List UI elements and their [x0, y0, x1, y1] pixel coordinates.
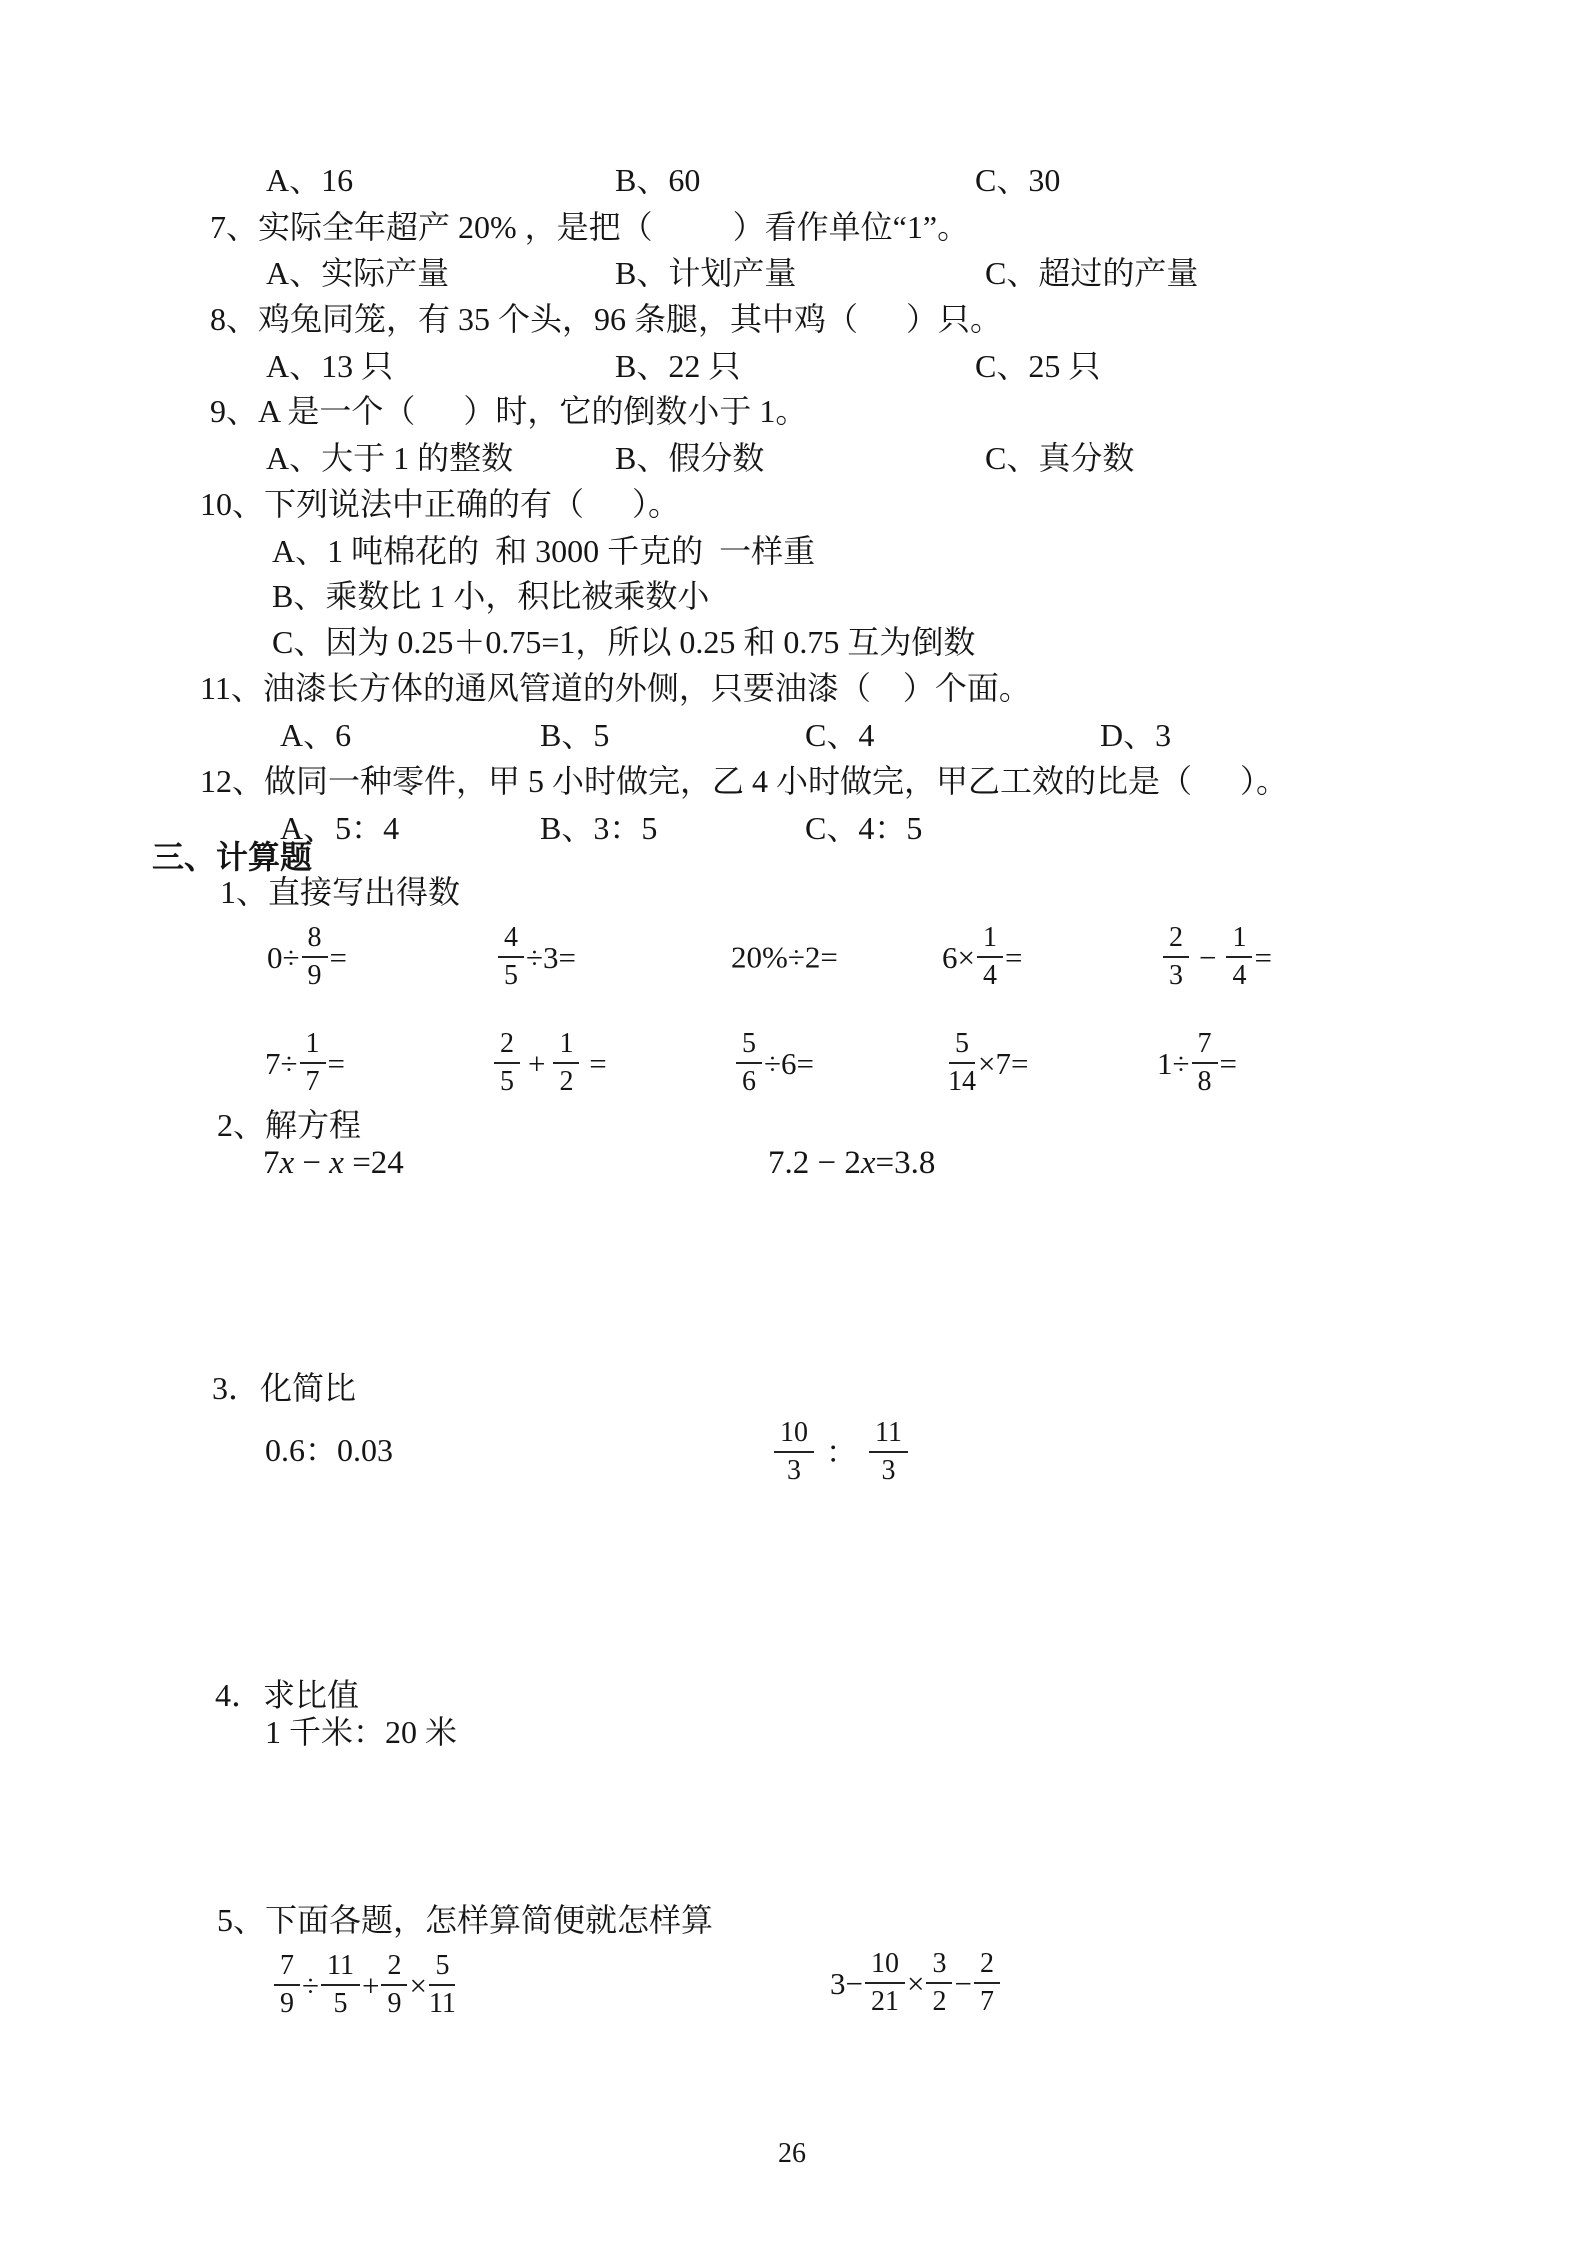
operator: = — [327, 1045, 345, 1081]
smart-calc-expr-right — [830, 1950, 1002, 2016]
denominator: 8 — [1197, 1066, 1212, 1097]
numerator: 2 — [381, 1952, 407, 1986]
question-10-option-c: C、因为 0.25＋0.75=1，所以 0.25 和 0.75 互为倒数 — [272, 624, 976, 660]
question-12-text: 12、做同一种零件，甲 5 小时做完，乙 4 小时做完，甲乙工效的比是（ ）。 — [200, 763, 1289, 799]
quick-calc-expr-2-5 — [1157, 1030, 1237, 1096]
numerator: 5 — [949, 1030, 975, 1064]
fraction — [774, 1419, 814, 1485]
equation-part: 7 — [263, 1145, 280, 1181]
question-11-option-b: B、5 — [540, 717, 610, 753]
numerator: 2 — [1163, 924, 1189, 958]
question-8-option-c: C、25 只 — [975, 348, 1101, 384]
question-9-option-a: A、大于 1 的整数 — [266, 440, 514, 476]
operator: × — [409, 1967, 427, 2003]
fraction — [1226, 924, 1252, 990]
solve-equation-title: 2、解方程 — [217, 1107, 362, 1143]
numerator: 1 — [1226, 924, 1252, 958]
quick-calc-expr-1-3 — [731, 939, 838, 975]
fraction — [302, 924, 328, 990]
denominator: 5 — [333, 1988, 348, 2019]
question-12-option-b: B、3：5 — [540, 810, 658, 846]
fraction — [553, 1030, 579, 1096]
numerator: 11 — [869, 1419, 908, 1453]
variable-x: x — [279, 1145, 295, 1181]
equation-part: 7.2 − 2 — [768, 1145, 861, 1181]
denominator: 2 — [932, 1986, 947, 2017]
question-12-option-c: C、4：5 — [805, 810, 923, 846]
numerator: 10 — [774, 1419, 814, 1453]
operator: − — [954, 1965, 972, 2001]
denominator: 3 — [1169, 960, 1183, 991]
numerator: 10 — [865, 1950, 905, 1984]
question-10-text: 10、下列说法中正确的有（ ）。 — [200, 486, 681, 522]
operator: ÷6= — [764, 1045, 814, 1081]
quick-calc-expr-2-1 — [265, 1030, 345, 1096]
operator: × — [906, 1965, 925, 2001]
question-8-text: 8、鸡兔同笼，有 35 个头，96 条腿，其中鸡（ ）只。 — [210, 301, 1003, 337]
quick-calc-expr-1-1 — [267, 924, 347, 990]
operator: 1÷ — [1157, 1045, 1190, 1081]
variable-x: x — [329, 1145, 344, 1181]
fraction — [381, 1952, 407, 2018]
equation-2 — [768, 1144, 935, 1184]
question-7-option-c: C、超过的产量 — [985, 255, 1199, 291]
question-9-text: 9、A 是一个（ ）时，它的倒数小于 1。 — [210, 393, 808, 429]
smart-calc-expr-left — [272, 1952, 458, 2018]
variable-x: x — [860, 1145, 876, 1181]
denominator: 9 — [280, 1988, 294, 2019]
question-9-option-c: C、真分数 — [985, 440, 1135, 476]
question-7-option-a: A、实际产量 — [266, 255, 450, 291]
fraction — [498, 924, 524, 990]
operator: − — [1199, 939, 1217, 975]
operator: = — [1254, 939, 1272, 975]
operator: = — [1004, 939, 1023, 975]
fraction — [494, 1030, 520, 1096]
question-12-option-a: A、5：4 — [280, 810, 400, 846]
question-10-option-a: A、1 吨棉花的 和 3000 千克的 一样重 — [272, 533, 816, 569]
denominator: 7 — [979, 1986, 994, 2017]
denominator: 2 — [559, 1066, 574, 1097]
quick-calc-expr-2-2 — [492, 1030, 607, 1096]
quick-calc-expr-1-5 — [1161, 924, 1272, 990]
operator: + — [361, 1967, 380, 2003]
fraction — [926, 1950, 952, 2016]
denominator: 7 — [305, 1066, 320, 1097]
operator: 7÷ — [265, 1045, 298, 1081]
fraction — [1192, 1030, 1218, 1096]
question-9-option-b: B、假分数 — [615, 440, 765, 476]
page-number: 26 — [778, 2138, 806, 2169]
expression-text: 20%÷2= — [731, 939, 838, 975]
fraction — [1163, 924, 1189, 990]
operator: = — [1219, 1045, 1237, 1081]
denominator: 3 — [787, 1455, 801, 1486]
question-7-text: 7、实际全年超产 20% ，是把（ ）看作单位“1”。 — [210, 209, 970, 245]
ratio-value-item-1: 1 千米：20 米 — [265, 1714, 458, 1750]
operator: 3− — [830, 1965, 863, 2001]
numerator: 5 — [429, 1952, 455, 1986]
operator: 6× — [942, 939, 975, 975]
numerator: 11 — [321, 1952, 360, 1986]
ratio-colon: ： — [826, 1434, 857, 1470]
quick-calc-title: 1、直接写出得数 — [220, 874, 461, 910]
operator: ×7= — [978, 1045, 1029, 1081]
ratio-value-title: 4．求比值 — [215, 1677, 360, 1713]
operator: 0÷ — [267, 939, 300, 975]
denominator: 9 — [387, 1988, 402, 2019]
denominator: 21 — [870, 1986, 899, 2017]
numerator: 5 — [736, 1030, 762, 1064]
operator: ÷3= — [526, 939, 576, 975]
fraction — [736, 1030, 762, 1096]
operator: = — [329, 939, 347, 975]
denominator: 9 — [307, 960, 322, 991]
question-11-option-c: C、4 — [805, 717, 875, 753]
quick-calc-expr-1-4 — [942, 924, 1022, 990]
question-10-option-b: B、乘数比 1 小，积比被乘数小 — [272, 578, 710, 614]
numerator: 7 — [274, 1952, 300, 1986]
question-6-option-b: B、60 — [615, 162, 701, 198]
fraction — [274, 1952, 300, 2018]
fraction — [948, 1030, 976, 1096]
denominator: 11 — [428, 1988, 456, 2019]
fraction — [321, 1952, 360, 2018]
simplify-ratio-title: 3．化简比 — [212, 1370, 357, 1406]
denominator: 5 — [500, 1066, 514, 1097]
quick-calc-expr-2-4 — [946, 1030, 1028, 1096]
equation-part: − — [294, 1145, 330, 1181]
denominator: 5 — [504, 960, 518, 991]
quick-calc-expr-1-2 — [496, 924, 576, 990]
numerator: 2 — [494, 1030, 520, 1064]
numerator: 7 — [1192, 1030, 1218, 1064]
numerator: 1 — [977, 924, 1003, 958]
fraction — [974, 1950, 1000, 2016]
question-6-option-a: A、16 — [266, 162, 354, 198]
equation-part: =3.8 — [875, 1145, 936, 1181]
operator: = — [581, 1045, 607, 1081]
numerator: 1 — [300, 1030, 326, 1064]
fraction — [865, 1950, 905, 2016]
question-11-option-a: A、6 — [280, 717, 352, 753]
quick-calc-expr-2-3 — [734, 1030, 814, 1096]
equation-part: =24 — [343, 1145, 404, 1181]
numerator: 4 — [498, 924, 524, 958]
question-8-option-a: A、13 只 — [266, 348, 394, 384]
question-11-option-d: D、3 — [1100, 717, 1172, 753]
denominator: 14 — [948, 1066, 976, 1097]
question-11-text: 11、油漆长方体的通风管道的外侧，只要油漆（ ）个面。 — [200, 670, 1031, 706]
question-7-option-b: B、计划产量 — [615, 255, 797, 291]
simplify-ratio-item-2 — [772, 1419, 910, 1485]
numerator: 3 — [926, 1950, 952, 1984]
simplify-ratio-item-1: 0.6：0.03 — [265, 1432, 394, 1468]
fraction — [869, 1419, 908, 1485]
denominator: 4 — [982, 960, 997, 991]
fraction — [429, 1952, 456, 2018]
question-8-option-b: B、22 只 — [615, 348, 741, 384]
fraction — [300, 1030, 326, 1096]
numerator: 1 — [553, 1030, 579, 1064]
denominator: 4 — [1232, 960, 1247, 991]
equation-1 — [263, 1144, 404, 1184]
numerator: 8 — [302, 924, 328, 958]
question-6-option-c: C、30 — [975, 162, 1061, 198]
denominator: 6 — [742, 1066, 756, 1097]
operator: ÷ — [302, 1967, 320, 2003]
numerator: 2 — [974, 1950, 1000, 1984]
fraction — [977, 924, 1003, 990]
denominator: 3 — [881, 1455, 896, 1486]
smart-calc-title: 5、下面各题，怎样算简便就怎样算 — [217, 1902, 714, 1938]
section-3-title: 三、计算题 — [152, 839, 313, 875]
operator: + — [528, 1045, 546, 1081]
